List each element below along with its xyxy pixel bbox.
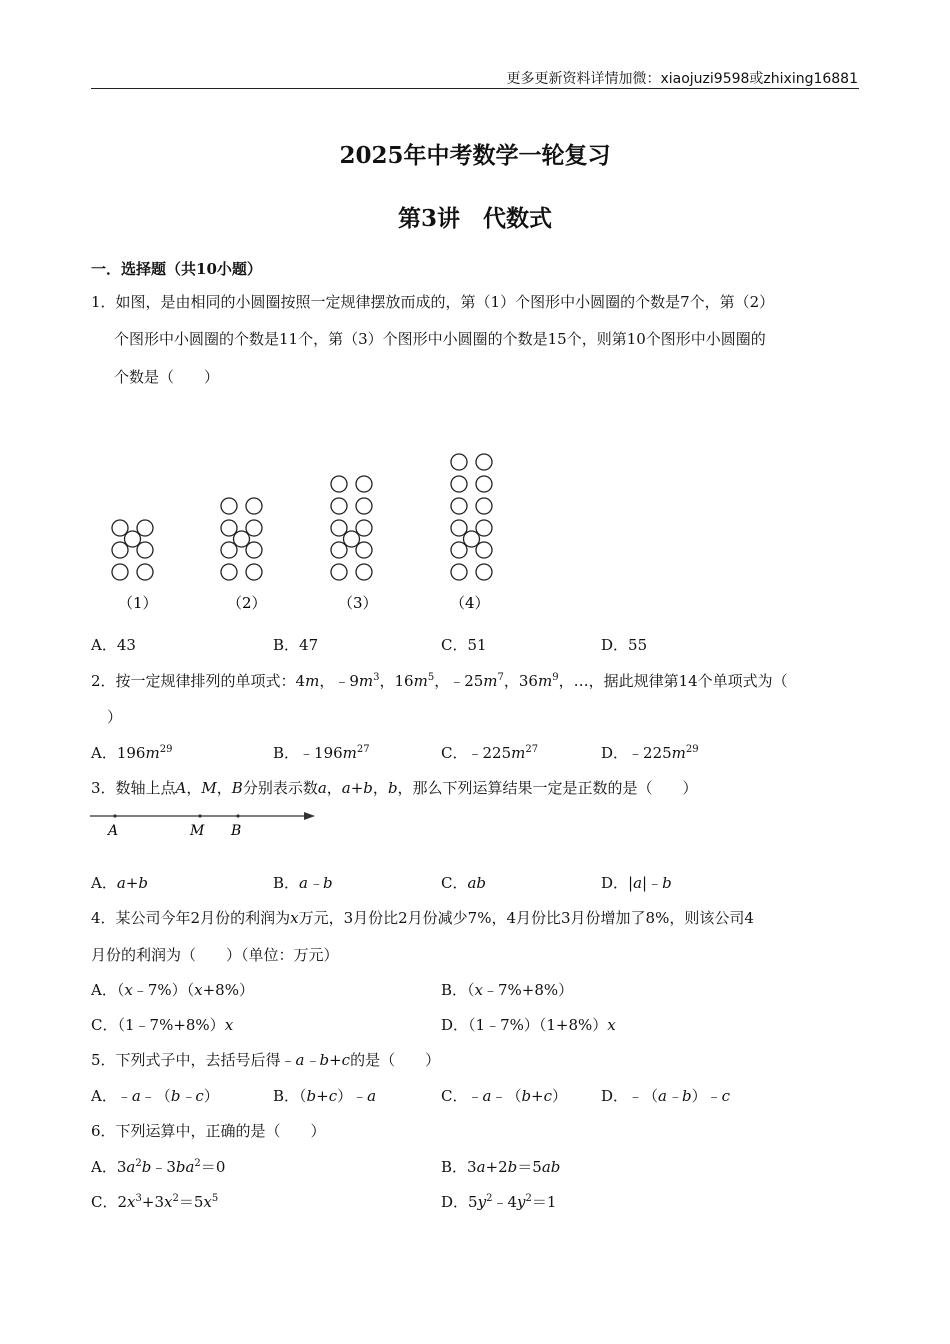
pattern-circle [246,542,262,558]
figure-label-1: （1） [118,594,158,612]
q3-option-c[interactable]: C．ab [441,874,487,892]
pattern-circle [112,542,128,558]
pattern-circle [356,564,372,580]
lesson-subtitle: 第3讲 代数式 [397,205,552,232]
q6-option-b[interactable]: B．3a+2b＝5ab [441,1158,561,1176]
pattern-circle [356,542,372,558]
section-heading: 一．选择题（共10小题） [91,260,262,278]
pattern-circle [246,520,262,536]
pattern-circle [476,476,492,492]
q6-stem: 6．下列运算中，正确的是（ ） [91,1122,326,1140]
q5-option-d[interactable]: D．﹣（a﹣b）﹣c [601,1087,730,1105]
q6-option-a[interactable]: A．$3a^2b﹣3ba^2=0$ [91,1158,226,1176]
q2-option-c[interactable]: C．$﹣225m^{27}$ [441,744,539,762]
pattern-circle [476,498,492,514]
pattern-circle [246,564,262,580]
q1-option-b[interactable]: B．47 [273,636,319,654]
q1-stem-line2: 个图形中小圆圈的个数是11个，第（3）个图形中小圆圈的个数是15个，则第10个图形中小圆圈的 [114,330,766,348]
q5-stem: 5．下列式子中，去括号后得﹣a﹣b+c的是（ ） [91,1051,441,1069]
q3-option-b[interactable]: B．a﹣b [273,874,333,892]
q2-stem-line1: 2．按一定规律排列的单项式：4m，$﹣9m^3$，$16m^5$，$﹣25m^7$，$36m^9$，…，据此规律第14个单项式为（ [91,672,788,690]
q1-option-a[interactable]: A．43 [91,636,136,654]
pattern-circle [221,542,237,558]
q2-option-b[interactable]: B．$﹣196m^{27}$ [273,744,370,762]
pattern-circle [331,564,347,580]
document-title: 2025年中考数学一轮复习 [339,142,611,169]
pattern-circle [221,564,237,580]
pattern-circle [344,531,360,547]
pattern-circle [331,498,347,514]
q6-option-c[interactable]: C．$2x^3+3x^2=5x^5$ [91,1193,219,1211]
pattern-circle [331,476,347,492]
pattern-circle [356,520,372,536]
pattern-circle [476,564,492,580]
q1-option-d[interactable]: D．55 [601,636,648,654]
q6-option-d[interactable]: D．$5y^2﹣4y^2=1$ [441,1193,557,1211]
pattern-circle [112,520,128,536]
q1-stem-line3: 个数是（ ） [114,368,220,386]
header-divider [91,88,859,89]
figure-label-3: （3） [338,594,378,612]
pattern-circle [221,520,237,536]
pattern-circle [451,454,467,470]
figure-label-4: （4） [450,594,490,612]
pattern-circle [125,531,141,547]
pattern-circle [221,498,237,514]
page-header-note: 更多更新资料详情加微：xiaojuzi9598或zhixing16881 [506,71,858,87]
q3-option-d[interactable]: D．|a|﹣b [601,874,672,892]
q5-option-b[interactable]: B．（b+c）﹣a [273,1087,377,1105]
pattern-circle [476,520,492,536]
q5-option-a[interactable]: A．﹣a﹣（b﹣c） [91,1087,219,1105]
q2-option-d[interactable]: D．$﹣225m^{29}$ [601,744,699,762]
axis-label-m: M [190,823,205,839]
pattern-circle [246,498,262,514]
q4-stem-line1: 4．某公司今年2月份的利润为x万元，3月份比2月份减少7%，4月份比3月份增加了8%，则该公司4 [91,909,754,927]
pattern-circle [476,542,492,558]
pattern-circle [112,564,128,580]
pattern-circle [356,476,372,492]
pattern-circle [476,454,492,470]
pattern-circle [356,498,372,514]
q1-circle-pattern-figure [100,390,520,625]
q1-stem-line1: 1．如图，是由相同的小圆圈按照一定规律摆放而成的，第（1）个图形中小圆圈的个数是7个，第（2） [91,293,775,311]
q2-option-a[interactable]: A．$196m^{29}$ [91,744,173,762]
figure-label-2: （2） [227,594,267,612]
q4-option-d[interactable]: D．（1﹣7%）（1+8%）x [441,1016,616,1034]
q4-option-c[interactable]: C．（1﹣7%+8%）x [91,1016,234,1034]
pattern-circle [451,542,467,558]
q3-number-line [90,808,325,844]
q4-option-b[interactable]: B．（x﹣7%+8%） [441,981,574,999]
q2-stem-line2: ） [107,708,123,726]
pattern-circle [451,476,467,492]
pattern-circle [137,564,153,580]
pattern-circle [464,531,480,547]
pattern-circle [451,520,467,536]
q1-option-c[interactable]: C．51 [441,636,487,654]
q5-option-c[interactable]: C．﹣a﹣（b+c） [441,1087,568,1105]
q4-stem-line2: 月份的利润为（ ）（单位：万元） [91,946,339,964]
pattern-circle [234,531,250,547]
pattern-circle [331,520,347,536]
pattern-circle [137,542,153,558]
axis-label-b: B [231,823,242,839]
pattern-circle [331,542,347,558]
pattern-circle [451,498,467,514]
q3-stem: 3．数轴上点A，M，B分别表示数a，a+b，b，那么下列运算结果一定是正数的是（ ） [91,779,698,797]
pattern-circle [451,564,467,580]
pattern-circle [137,520,153,536]
q4-option-a[interactable]: A．（x﹣7%）（x+8%） [91,981,254,999]
axis-label-a: A [108,823,119,839]
q3-option-a[interactable]: A．a+b [91,874,148,892]
